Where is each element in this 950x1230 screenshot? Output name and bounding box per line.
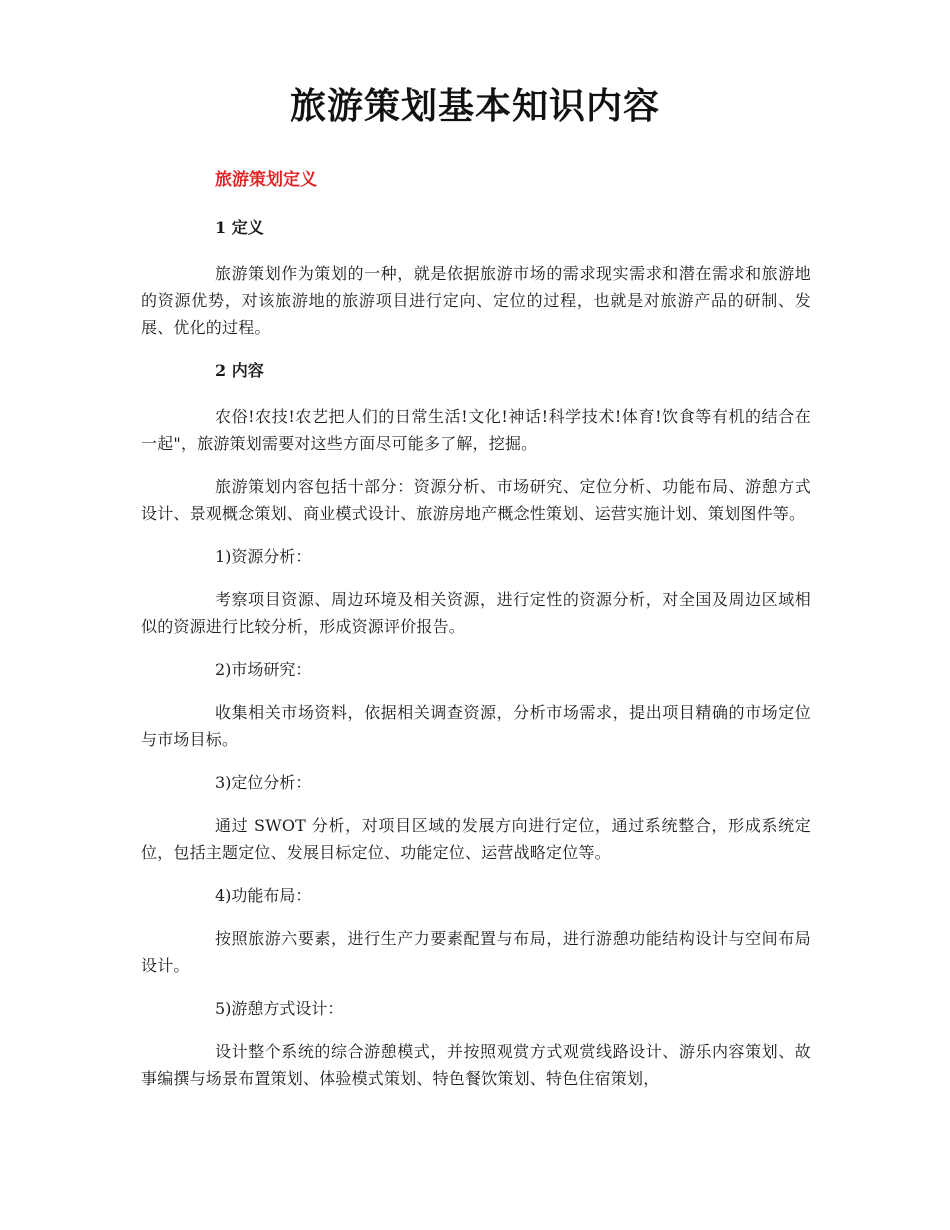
content-paragraph-2: 旅游策划内容包括十部分：资源分析、市场研究、定位分析、功能布局、游憩方式设计、景观概念策划、商业模式设计、旅游房地产概念性策划、运营实施计划、策划图件等。 xyxy=(141,477,811,523)
item-label-positioning-analysis: 3)定位分析： xyxy=(215,773,312,792)
item-label-functional-layout: 4)功能布局： xyxy=(215,886,312,905)
item-text-recreation-design: 设计整个系统的综合游憩模式，并按照观赏方式观赏线路设计、游乐内容策划、故事编撰与场景布置策划、体验模式策划、特色餐饮策划、特色住宿策划， xyxy=(141,1042,811,1088)
item-text-market-research: 收集相关市场资料，依据相关调查资源，分析市场需求，提出项目精确的市场定位与市场目标。 xyxy=(141,703,811,749)
item-text-positioning-analysis: 通过 SWOT 分析，对项目区域的发展方向进行定位，通过系统整合，形成系统定位，包括主题定位、发展目标定位、功能定位、运营战略定位等。 xyxy=(141,816,811,862)
item-text-functional-layout: 按照旅游六要素，进行生产力要素配置与布局，进行游憩功能结构设计与空间布局设计。 xyxy=(141,929,811,975)
item-text-resource-analysis: 考察项目资源、周边环境及相关资源，进行定性的资源分析，对全国及周边区域相似的资源进行比较分析，形成资源评价报告。 xyxy=(141,590,811,636)
document-body xyxy=(141,166,811,1108)
section-heading: 旅游策划定义 xyxy=(215,170,317,190)
content-heading: 2 内容 xyxy=(215,361,264,380)
definition-heading: 1 定义 xyxy=(215,218,264,237)
content-paragraph-1: 农俗!农技!农艺把人们的日常生活!文化!神话!科学技术!体育!饮食等有机的结合在一起"，旅游策划需要对这些方面尽可能多了解，挖掘。 xyxy=(141,407,811,453)
item-label-resource-analysis: 1)资源分析： xyxy=(215,547,312,566)
definition-paragraph: 旅游策划作为策划的一种，就是依据旅游市场的需求现实需求和潜在需求和旅游地的资源优势，对该旅游地的旅游项目进行定向、定位的过程，也就是对旅游产品的研制、发展、优化的过程。 xyxy=(141,264,811,337)
item-label-recreation-design: 5)游憩方式设计： xyxy=(215,999,344,1018)
item-label-market-research: 2)市场研究： xyxy=(215,660,312,679)
page-title: 旅游策划基本知识内容 xyxy=(289,85,660,127)
